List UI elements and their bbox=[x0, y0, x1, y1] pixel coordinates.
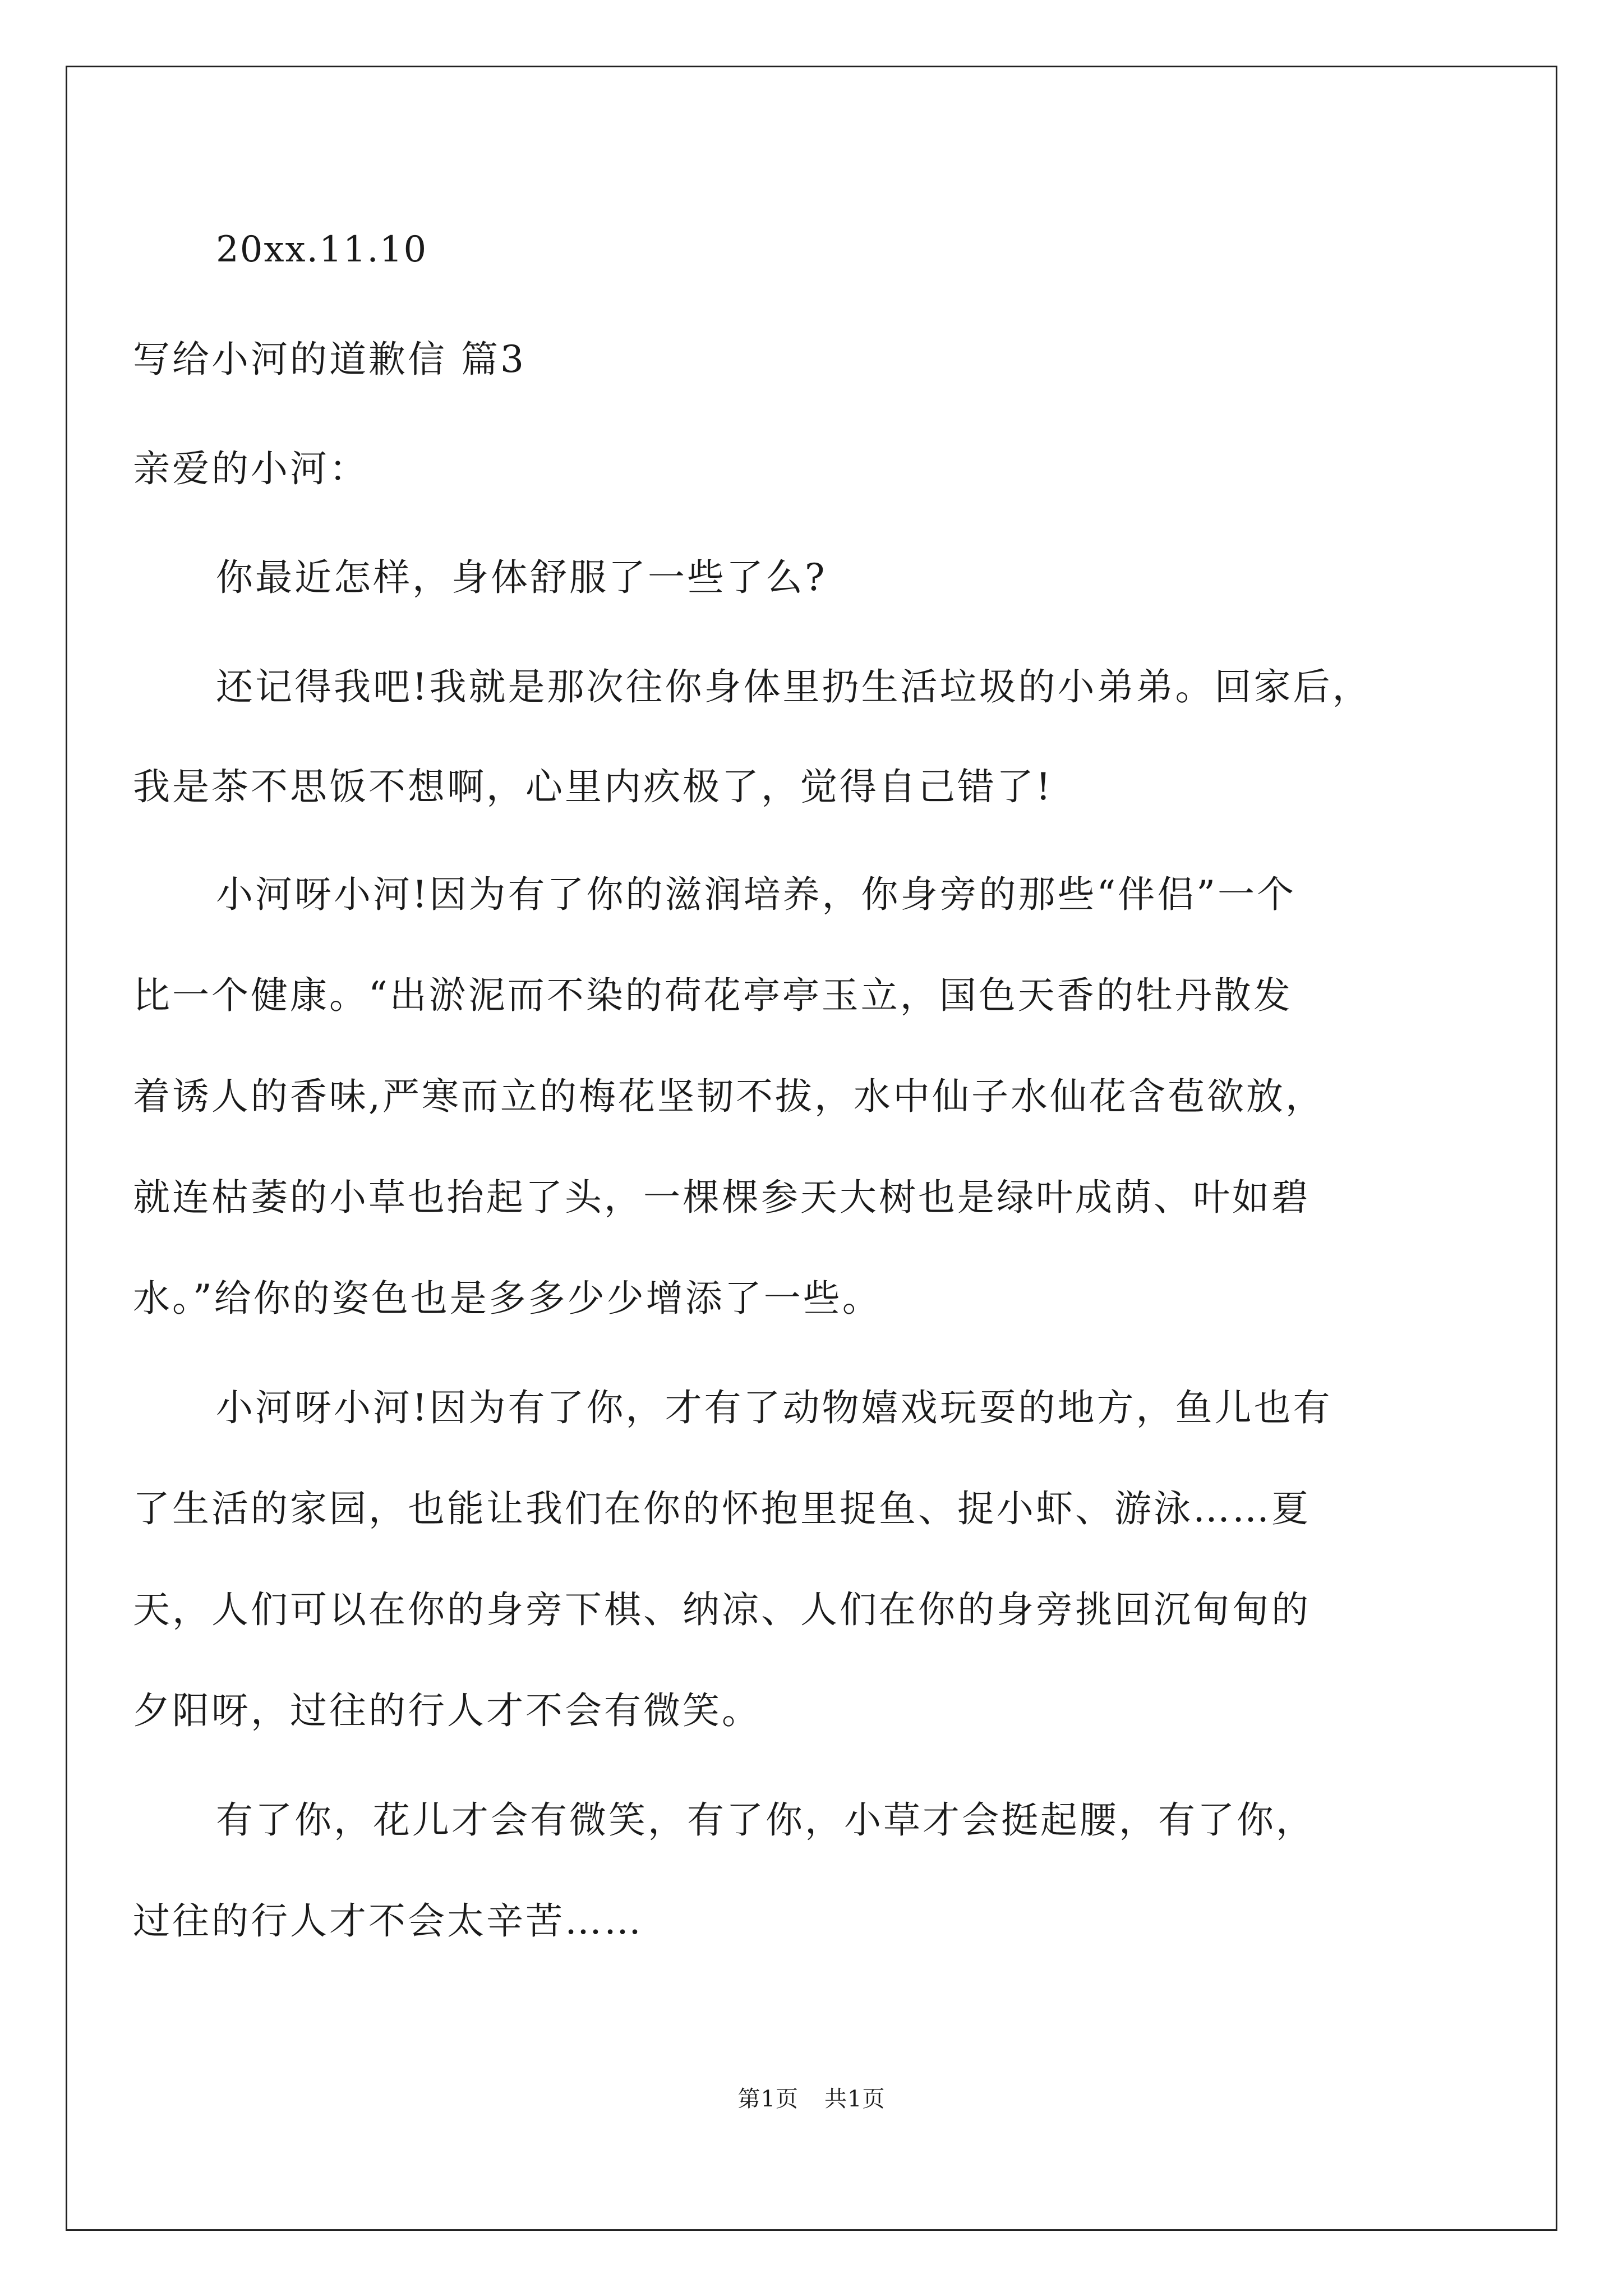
paragraph-line: 就连枯萎的小草也抬起了头，一棵棵参天大树也是绿叶成荫、叶如碧 bbox=[133, 1176, 1311, 1219]
paragraph-line: 夕阳呀，过往的行人才不会有微笑。 bbox=[133, 1689, 761, 1732]
paragraph-line: 比一个健康。“出淤泥而不染的荷花亭亭玉立，国色天香的牡丹散发 bbox=[133, 974, 1293, 1017]
page-footer bbox=[0, 2081, 1623, 2113]
paragraph-line: 了生活的家园，也能让我们在你的怀抱里捉鱼、捉小虾、游泳……夏 bbox=[133, 1487, 1311, 1530]
paragraph-line: 着诱人的香味,严寒而立的梅花坚韧不拔，水中仙子水仙花含苞欲放， bbox=[133, 1075, 1325, 1118]
page-total: 共1页 bbox=[824, 2086, 886, 2112]
paragraph-line: 你最近怎样，身体舒服了一些了么? bbox=[216, 556, 827, 599]
paragraph-line: 水。”给你的姿色也是多多少少增添了一些。 bbox=[133, 1277, 882, 1320]
paragraph-line: 还记得我吧!我就是那次往你身体里扔生活垃圾的小弟弟。回家后， bbox=[216, 665, 1372, 708]
paragraph-line: 天，人们可以在你的身旁下棋、纳凉、人们在你的身旁挑回沉甸甸的 bbox=[133, 1588, 1311, 1631]
page-number: 第1页 bbox=[737, 2086, 799, 2112]
paragraph-line: 过往的行人才不会太辛苦…… bbox=[133, 1899, 643, 1943]
date-line: 20xx.11.10 bbox=[216, 229, 428, 270]
paragraph-line: 小河呀小河!因为有了你的滋润培养，你身旁的那些“伴侣”一个 bbox=[216, 873, 1297, 916]
paragraph-line: 我是茶不思饭不想啊，心里内疚极了，觉得自己错了! bbox=[133, 765, 1053, 808]
letter-heading: 写给小河的道歉信 篇3 bbox=[133, 338, 526, 381]
paragraph-line: 小河呀小河!因为有了你，才有了动物嬉戏玩耍的地方，鱼儿也有 bbox=[216, 1386, 1332, 1429]
salutation: 亲爱的小河： bbox=[133, 447, 368, 490]
paragraph-line: 有了你，花儿才会有微笑，有了你，小草才会挺起腰，有了你， bbox=[216, 1798, 1315, 1842]
